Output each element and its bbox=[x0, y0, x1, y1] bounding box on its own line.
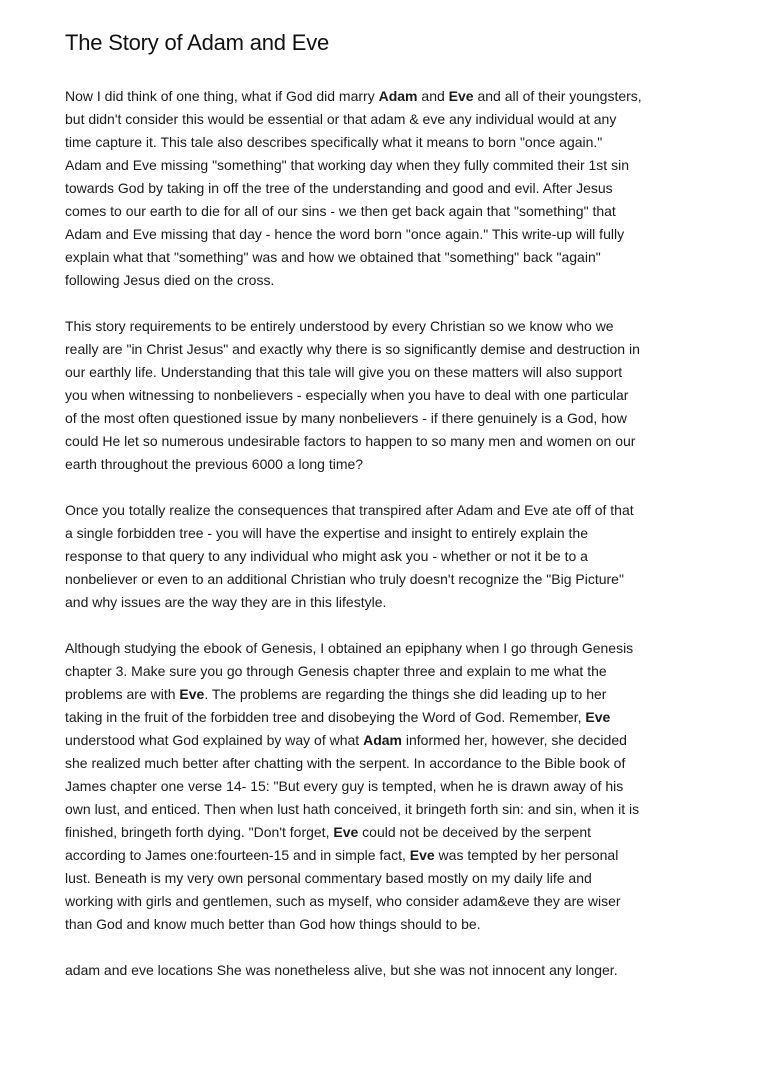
text-segment: really are "in Christ Jesus" and exactly why there is so significantly demise and destruction in bbox=[65, 341, 640, 357]
text-line bbox=[65, 959, 642, 982]
text-line bbox=[65, 430, 642, 453]
text-line bbox=[65, 591, 642, 614]
text-segment: towards God by taking in off the tree of the understanding and good and evil. After Jesus bbox=[65, 180, 613, 196]
text-line bbox=[65, 315, 642, 338]
text-line bbox=[65, 545, 642, 568]
paragraph bbox=[65, 959, 642, 982]
text-segment: finished, bringeth forth dying. "Don't forget, bbox=[65, 824, 334, 840]
bold-text: Eve bbox=[179, 686, 205, 702]
text-segment: and why issues are the way they are in this lifestyle. bbox=[65, 594, 387, 610]
text-segment: than God and know much better than God how things should to be. bbox=[65, 916, 481, 932]
text-segment: informed her, however, she decided bbox=[401, 732, 627, 748]
text-line bbox=[65, 775, 642, 798]
text-segment: Adam and Eve missing that day - hence the word born "once again." This write-up will fully bbox=[65, 226, 625, 242]
text-segment: own lust, and enticed. Then when lust hath conceived, it bringeth forth sin: and sin, when it is bbox=[65, 801, 640, 817]
text-line bbox=[65, 223, 642, 246]
text-line bbox=[65, 384, 642, 407]
bold-text: Adam bbox=[378, 88, 418, 104]
text-segment: was tempted by her personal bbox=[434, 847, 619, 863]
bold-text: Eve bbox=[409, 847, 435, 863]
text-segment: adam and eve locations She was nonetheless alive, but she was not innocent any longer. bbox=[65, 962, 618, 978]
text-segment: nonbeliever or even to an additional Christian who truly doesn't recognize the "Big Picture" bbox=[65, 571, 624, 587]
paragraph bbox=[65, 637, 642, 936]
text-segment: taking in the fruit of the forbidden tree and disobeying the Word of God. Remember, bbox=[65, 709, 586, 725]
text-segment: but didn't consider this would be essential or that adam & eve any individual would at any bbox=[65, 111, 617, 127]
text-line bbox=[65, 131, 642, 154]
paragraph bbox=[65, 499, 642, 614]
text-line bbox=[65, 568, 642, 591]
text-segment: explain what that "something" was and how we obtained that "something" back "again" bbox=[65, 249, 601, 265]
bold-text: Eve bbox=[448, 88, 474, 104]
text-segment: Now I did think of one thing, what if God did marry bbox=[65, 88, 379, 104]
text-line bbox=[65, 637, 642, 660]
text-segment: problems are with bbox=[65, 686, 180, 702]
text-segment: understood what God explained by way of what bbox=[65, 732, 364, 748]
text-line bbox=[65, 752, 642, 775]
text-segment: lust. Beneath is my very own personal commentary based mostly on my daily life and bbox=[65, 870, 592, 886]
text-line bbox=[65, 200, 642, 223]
text-line bbox=[65, 246, 642, 269]
paragraph bbox=[65, 85, 642, 292]
text-segment: you when witnessing to nonbelievers - especially when you have to deal with one particular bbox=[65, 387, 629, 403]
text-line bbox=[65, 706, 642, 729]
bold-text: Eve bbox=[585, 709, 611, 725]
text-line bbox=[65, 108, 642, 131]
text-line bbox=[65, 867, 642, 890]
text-line bbox=[65, 453, 642, 476]
bold-text: Adam bbox=[363, 732, 402, 748]
text-segment: Once you totally realize the consequences that transpired after Adam and Eve ate off of that bbox=[65, 502, 634, 518]
text-line bbox=[65, 890, 642, 913]
text-line bbox=[65, 338, 642, 361]
text-segment: working with girls and gentlemen, such as myself, who consider adam&eve they are wiser bbox=[65, 893, 621, 909]
text-segment: Adam and Eve missing "something" that working day when they fully commited their 1st sin bbox=[65, 157, 629, 173]
text-segment: she realized much better after chatting with the serpent. In accordance to the Bible book of bbox=[65, 755, 626, 771]
text-line bbox=[65, 407, 642, 430]
document-body bbox=[65, 85, 642, 1005]
paragraph bbox=[65, 315, 642, 476]
text-line bbox=[65, 798, 642, 821]
text-segment: . The problems are regarding the things she did leading up to her bbox=[204, 686, 607, 702]
text-segment: chapter 3. Make sure you go through Genesis chapter three and explain to me what the bbox=[65, 663, 607, 679]
text-line bbox=[65, 821, 642, 844]
text-line bbox=[65, 913, 642, 936]
text-line bbox=[65, 683, 642, 706]
text-segment: earth throughout the previous 6000 a long time? bbox=[65, 456, 364, 472]
text-segment: time capture it. This tale also describes specifically what it means to born "once again." bbox=[65, 134, 603, 150]
text-segment: according to James one:fourteen-15 and in simple fact, bbox=[65, 847, 410, 863]
text-segment: a single forbidden tree - you will have the expertise and insight to entirely explain the bbox=[65, 525, 588, 541]
text-line bbox=[65, 522, 642, 545]
text-segment: Although studying the ebook of Genesis, I obtained an epiphany when I go through Genesis bbox=[65, 640, 634, 656]
text-segment: comes to our earth to die for all of our sins - we then get back again that "something" that bbox=[65, 203, 616, 219]
text-segment: This story requirements to be entirely understood by every Christian so we know who we bbox=[65, 318, 614, 334]
text-segment: response to that query to any individual who might ask you - whether or not it be to a bbox=[65, 548, 588, 564]
bold-text: Eve bbox=[333, 824, 359, 840]
text-segment: could not be deceived by the serpent bbox=[358, 824, 591, 840]
text-line bbox=[65, 269, 642, 292]
text-line bbox=[65, 660, 642, 683]
text-segment: our earthly life. Understanding that this tale will give you on these matters will also support bbox=[65, 364, 623, 380]
text-segment: of the most often questioned issue by many nonbelievers - if there genuinely is a God, how bbox=[65, 410, 627, 426]
text-line bbox=[65, 499, 642, 522]
text-segment: James chapter one verse 14- 15: "But every guy is tempted, when he is drawn away of his bbox=[65, 778, 624, 794]
text-line bbox=[65, 154, 642, 177]
text-line bbox=[65, 85, 642, 108]
text-segment: and bbox=[417, 88, 449, 104]
text-line bbox=[65, 729, 642, 752]
page-title: The Story of Adam and Eve bbox=[65, 30, 330, 55]
text-line bbox=[65, 844, 642, 867]
text-segment: following Jesus died on the cross. bbox=[65, 272, 275, 288]
text-segment: and all of their youngsters, bbox=[473, 88, 642, 104]
text-line bbox=[65, 361, 642, 384]
text-line bbox=[65, 177, 642, 200]
text-segment: could He let so numerous undesirable factors to happen to so many men and women on our bbox=[65, 433, 636, 449]
